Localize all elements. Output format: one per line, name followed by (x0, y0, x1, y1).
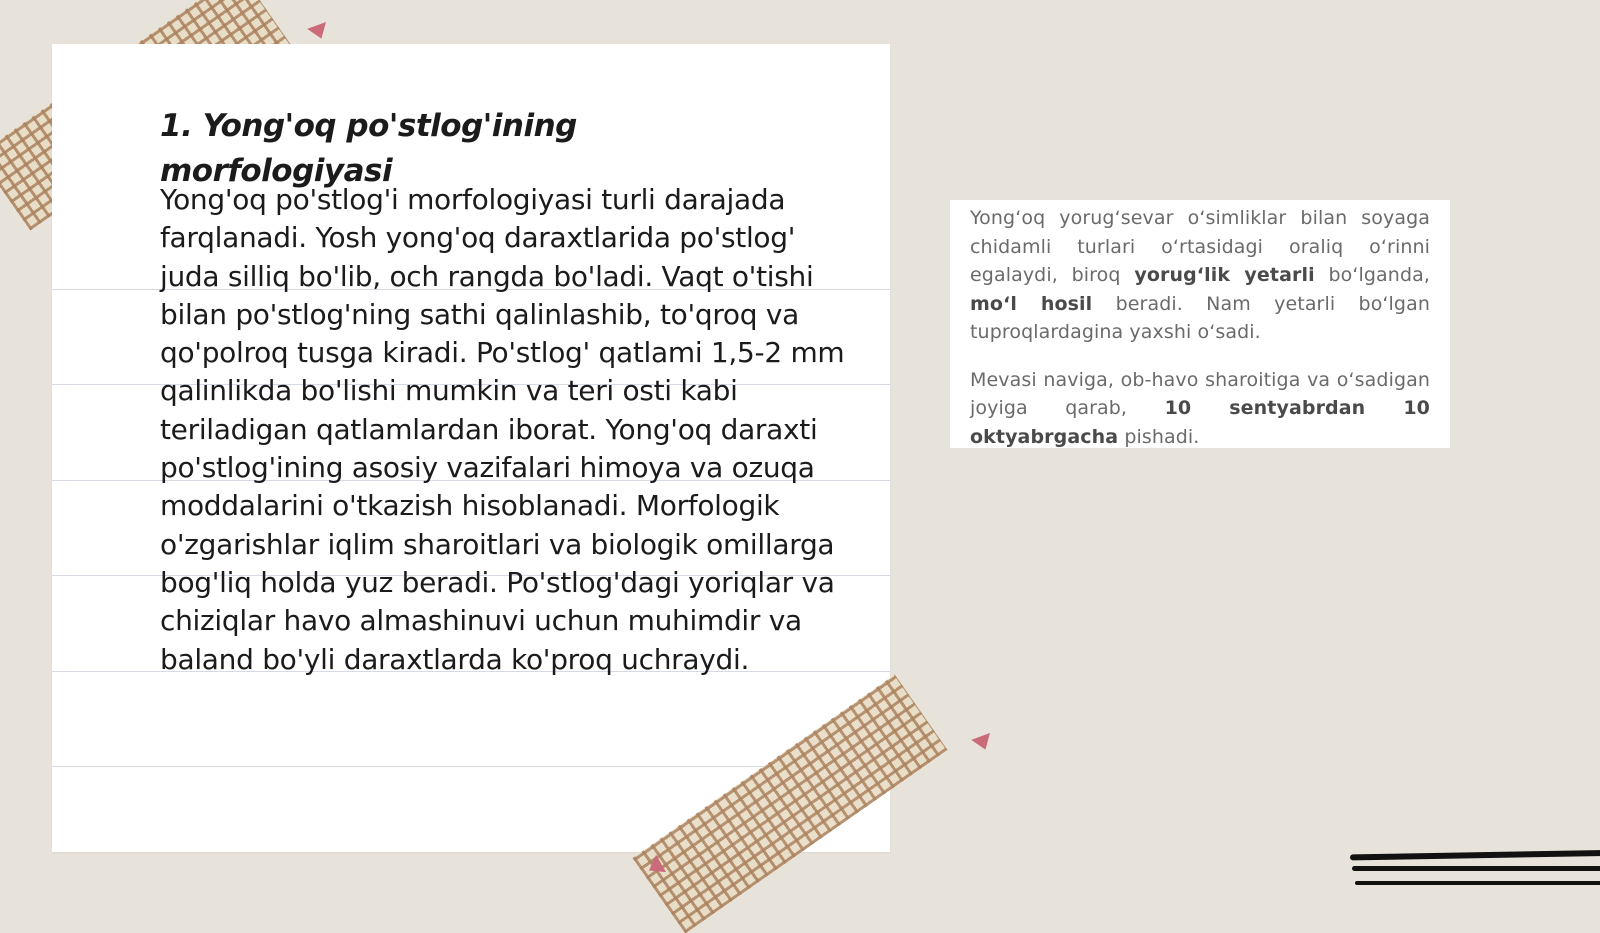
info-emphasis: yorug‘lik yetarli (1134, 264, 1315, 286)
info-emphasis: 10 sentyabrdan 10 oktyabrgacha (970, 397, 1430, 448)
pin-icon (307, 22, 331, 42)
info-box (950, 200, 1450, 448)
body-paragraph: Yong'oq po'stlog'i morfologiyasi turli darajada farqlanadi. Yosh yong'oq daraxtlarida po'stlog' juda silliq bo'lib, och rangda bo'ladi. Vaqt o'tishi bilan po'stlog'ning sathi qalinlashib, to'qroq va qo'polroq tusga kiradi. Po'stlog' qatlami 1,5-2 mm qalinlikda bo'lishi mumkin va teri osti kabi teriladigan qatlamlardan iborat. Yong'oq daraxti po'stlog'ining asosiy vazifalari himoya va ozuqa moddalarini o'tkazish hisoblanadi. Morfologik o'zgarishlar iqlim sharoitlari va biologik omillarga bog'liq holda yuz beradi. Po'stlog'dagi yoriqlar va chiziqlar havo almashinuvi uchun muhimdir va baland bo'yli daraxtlarda ko'proq uchraydi. (160, 183, 845, 676)
section-title: 1. Yong'oq po'stlog'ining morfologiyasi (160, 108, 577, 189)
pin-icon (971, 733, 995, 753)
info-text: Yong‘oq yorug‘sevar o‘simliklar bilan soyaga chidamli turlari o‘rtasidagi oraliq o‘rinni egalaydi, biroq (970, 207, 1430, 286)
info-text: pishadi. (1118, 425, 1200, 448)
info-text: beradi. Nam yetarli bo‘lgan tuproqlardagina yaxshi o‘sadi. (970, 292, 1430, 343)
info-text: Mevasi naviga, ob-havo sharoitiga va o‘sadigan joyiga qarab, (970, 368, 1430, 419)
brush-stroke (1350, 850, 1600, 861)
info-emphasis: mo‘l hosil (970, 292, 1093, 315)
info-paragraph-1 (970, 204, 1430, 347)
info-paragraph-2 (970, 366, 1430, 452)
notebook-paper (52, 44, 890, 852)
brush-stroke (1355, 881, 1600, 885)
brush-stroke (1352, 866, 1600, 871)
info-text: bo‘lganda, (1314, 264, 1430, 286)
